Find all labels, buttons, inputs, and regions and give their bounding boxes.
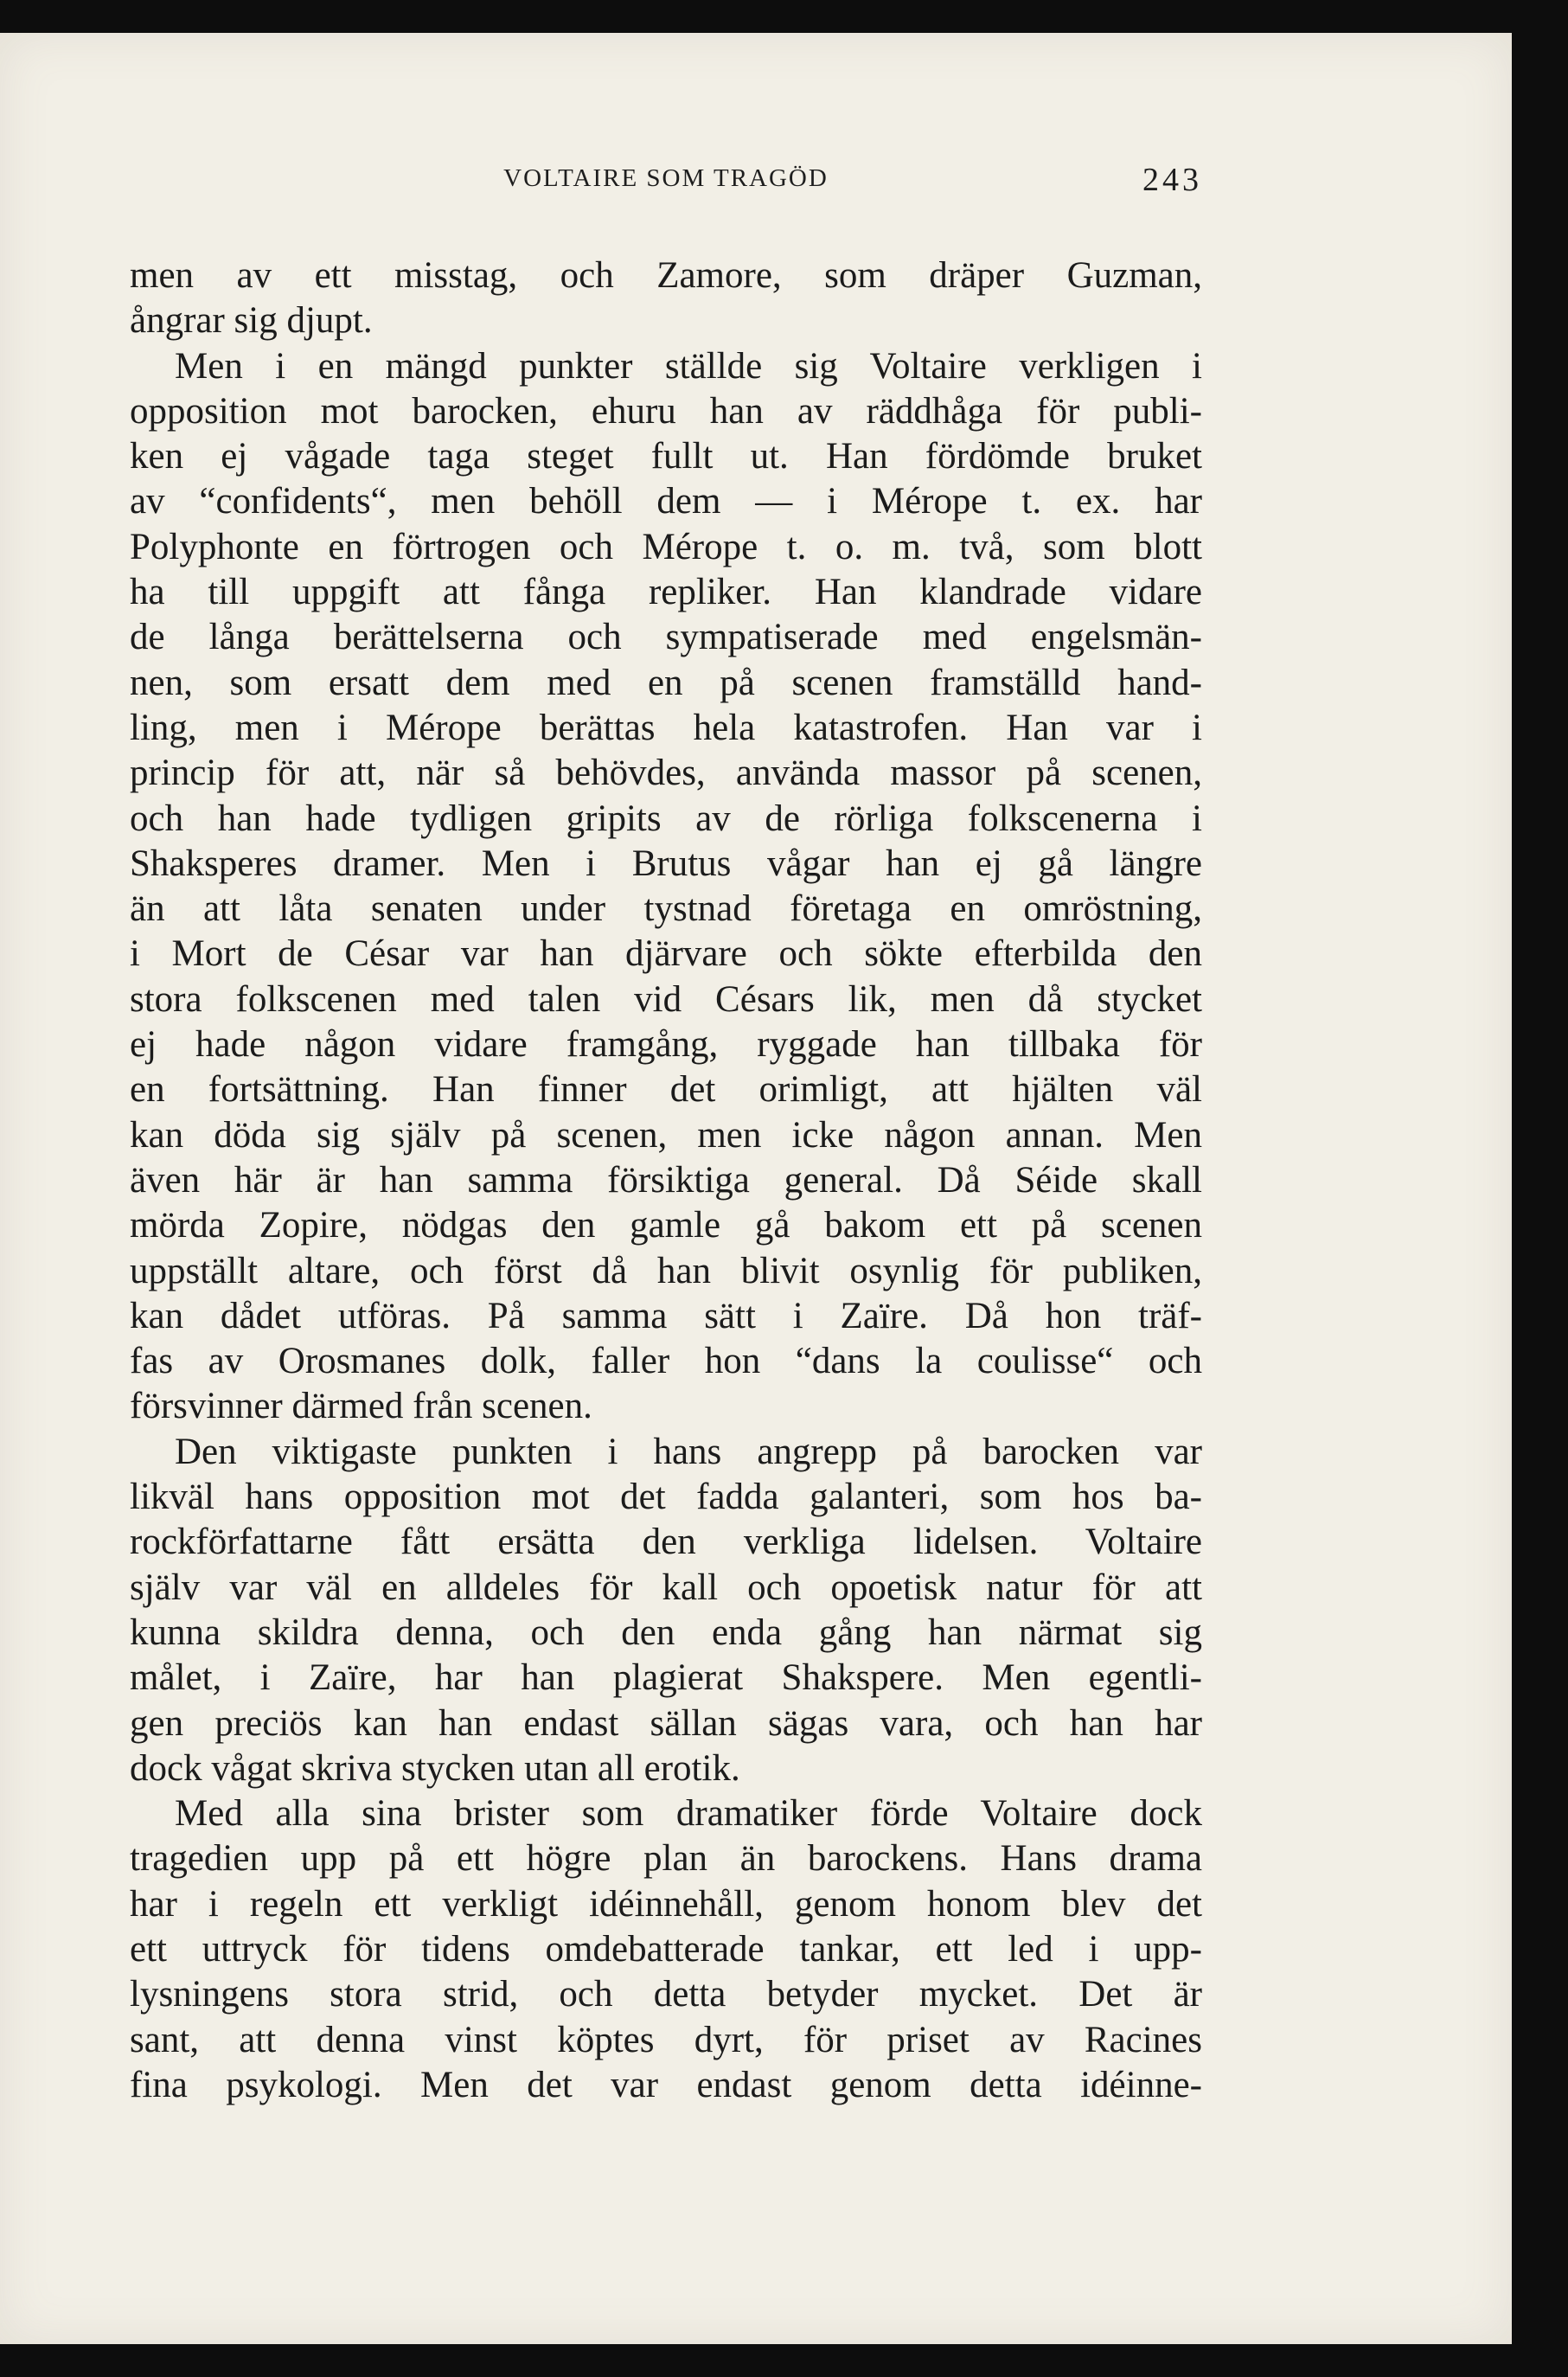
- text-line: Shaksperes dramer. Men i Brutus vågar han ej gå längre: [130, 843, 1202, 884]
- text-line: Polyphonte en förtrogen och Mérope t. o. m. två, som blott: [130, 526, 1202, 567]
- text-line: även här är han samma försiktiga general. Då Séide skall: [130, 1159, 1202, 1201]
- text-line: försvinner därmed från scenen.: [130, 1386, 592, 1427]
- text-line: Med alla sina brister som dramatiker förde Voltaire dock: [175, 1793, 1202, 1835]
- text-line: ken ej vågade taga steget fullt ut. Han fördömde bruket: [130, 436, 1202, 477]
- book-page: [0, 33, 1512, 2344]
- text-line: ling, men i Mérope berättas hela katastrofen. Han var i: [130, 707, 1202, 748]
- text-line: målet, i Zaïre, har han plagierat Shakspere. Men egentli-: [130, 1657, 1202, 1699]
- text-line: än att låta senaten under tystnad företaga en omröstning,: [130, 888, 1202, 930]
- text-line: en fortsättning. Han finner det orimligt, att hjälten väl: [130, 1069, 1202, 1111]
- text-line: ej hade någon vidare framgång, ryggade han tillbaka för: [130, 1024, 1202, 1066]
- text-line: fas av Orosmanes dolk, faller hon “dans la coulisse“ och: [130, 1341, 1202, 1382]
- text-line: kan döda sig själv på scenen, men icke någon annan. Men: [130, 1114, 1202, 1156]
- page-number: 243: [1142, 162, 1202, 198]
- text-line: men av ett misstag, och Zamore, som dräper Guzman,: [130, 255, 1202, 296]
- text-line: stora folkscenen med talen vid Césars lik, men då stycket: [130, 978, 1202, 1020]
- text-line: lysningens stora strid, och detta betyder mycket. Det är: [130, 1974, 1202, 2015]
- text-line: princip för att, när så behövdes, använda massor på scenen,: [130, 753, 1202, 794]
- running-title: VOLTAIRE SOM TRAGÖD: [503, 164, 829, 192]
- text-line: mörda Zopire, nödgas den gamle gå bakom ett på scenen: [130, 1205, 1202, 1246]
- text-line: fina psykologi. Men det var endast genom detta idéinne-: [130, 2064, 1202, 2105]
- text-line: nen, som ersatt dem med en på scenen framställd hand-: [130, 662, 1202, 703]
- text-line: i Mort de César var han djärvare och sökte efterbilda den: [130, 933, 1202, 975]
- text-line: Den viktigaste punkten i hans angrepp på barocken var: [175, 1431, 1202, 1472]
- text-line: gen preciös kan han endast sällan sägas vara, och han har: [130, 1702, 1202, 1744]
- text-line: dock vågat skriva stycken utan all erotik.: [130, 1747, 740, 1789]
- text-line: av “confidents“, men behöll dem — i Mérope t. ex. har: [130, 481, 1202, 522]
- text-line: rockförfattarne fått ersätta den verkliga lidelsen. Voltaire: [130, 1522, 1202, 1563]
- body-text: [130, 253, 1202, 2108]
- text-line: och han hade tydligen gripits av de rörliga folkscenerna i: [130, 798, 1202, 839]
- text-line: har i regeln ett verkligt idéinnehåll, genom honom blev det: [130, 1883, 1202, 1925]
- text-line: ångrar sig djupt.: [130, 300, 373, 342]
- running-header: [130, 164, 1202, 216]
- text-line: ett uttryck för tidens omdebatterade tankar, ett led i upp-: [130, 1928, 1202, 1970]
- text-line: själv var väl en alldeles för kall och opoetisk natur för att: [130, 1567, 1202, 1608]
- text-line: tragedien upp på ett högre plan än barockens. Hans drama: [130, 1838, 1202, 1880]
- text-line: kunna skildra denna, och den enda gång han närmat sig: [130, 1611, 1202, 1653]
- text-line: likväl hans opposition mot det fadda galanteri, som hos ba-: [130, 1477, 1202, 1518]
- text-line: opposition mot barocken, ehuru han av räddhåga för publi-: [130, 390, 1202, 432]
- text-line: uppställt altare, och först då han blivit osynlig för publiken,: [130, 1250, 1202, 1291]
- text-line: sant, att denna vinst köptes dyrt, för priset av Racines: [130, 2019, 1202, 2060]
- text-line: de långa berättelserna och sympatiserade med engelsmän-: [130, 617, 1202, 658]
- text-line: Men i en mängd punkter ställde sig Voltaire verkligen i: [175, 345, 1202, 387]
- text-line: ha till uppgift att fånga repliker. Han klandrade vidare: [130, 572, 1202, 613]
- text-line: kan dådet utföras. På samma sätt i Zaïre. Då hon träf-: [130, 1295, 1202, 1336]
